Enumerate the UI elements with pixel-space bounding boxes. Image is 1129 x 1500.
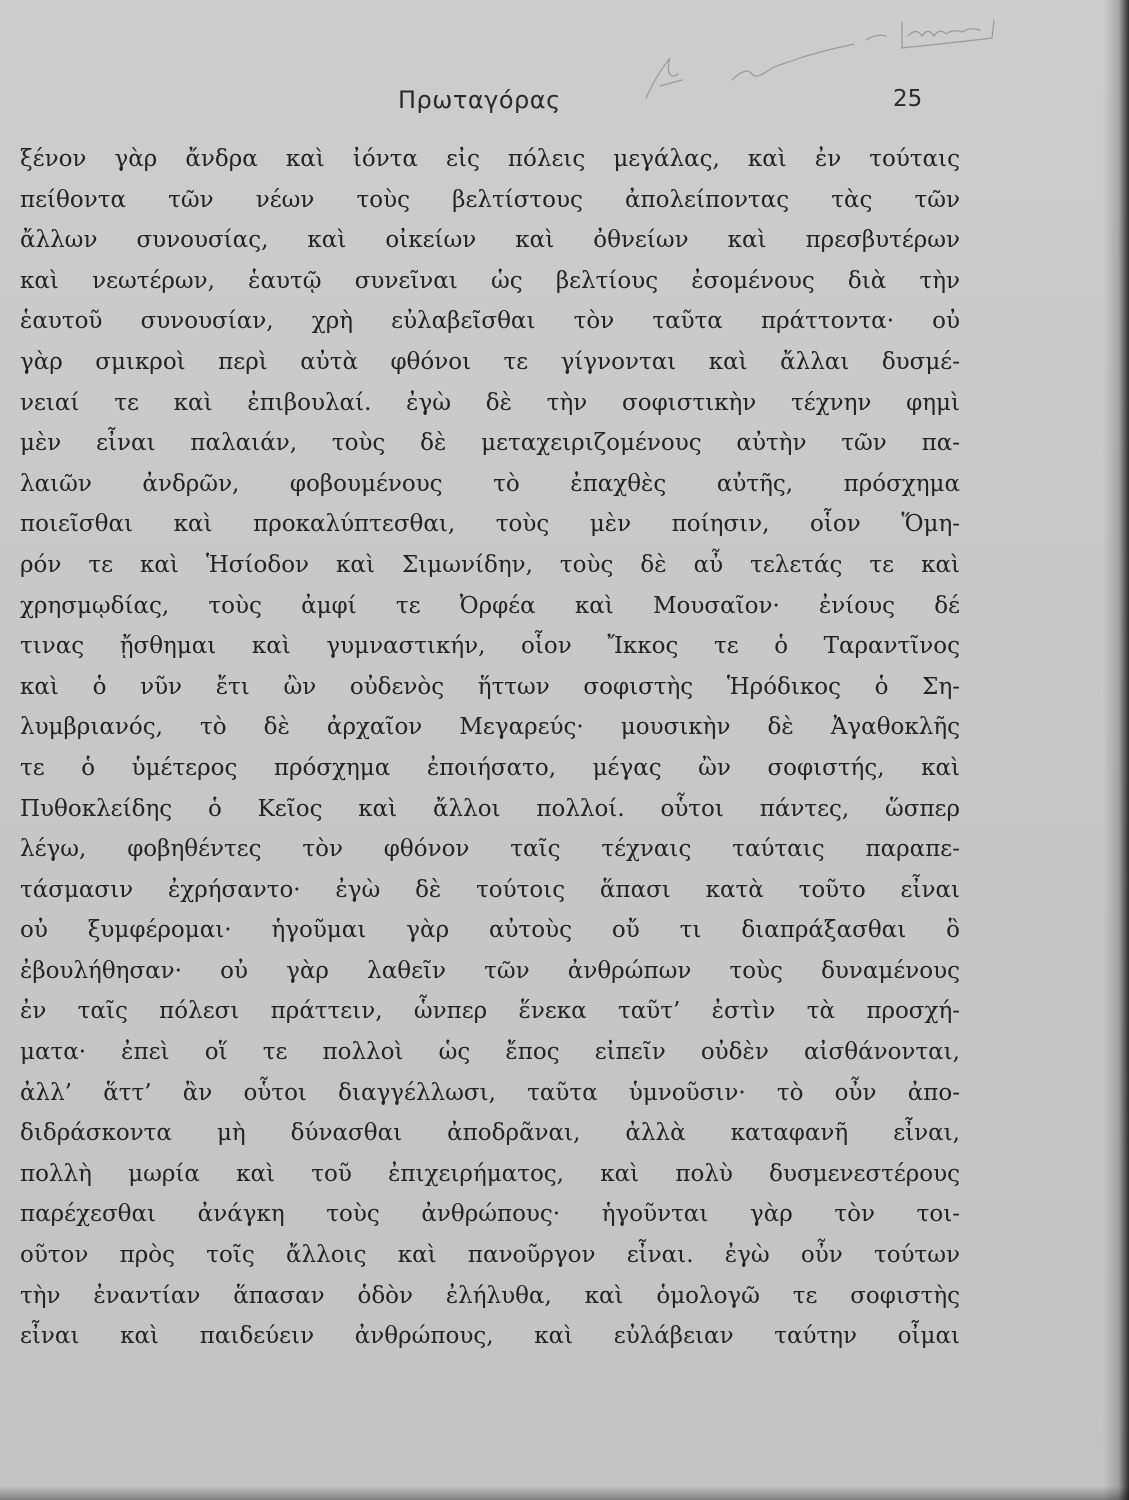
text-line: λαιῶν ἀνδρῶν, φοβουμένους τὸ ἐπαχθὲς αὐτῆς, πρόσχημα bbox=[20, 470, 960, 497]
text-line: τε ὁ ὑμέτερος πρόσχημα ἐποιήσατο, μέγας ὢν σοφιστής, καὶ bbox=[20, 754, 960, 781]
page-number: 25 bbox=[893, 86, 923, 112]
text-line: ἐβουλήθησαν· οὐ γὰρ λαθεῖν τῶν ἀνθρώπων τοὺς δυναμένους bbox=[20, 957, 960, 984]
text-line: λυμβριανός, τὸ δὲ ἀρχαῖον Μεγαρεύς· μουσικὴν δὲ Ἀγαθοκλῆς bbox=[20, 714, 960, 741]
text-line: ρόν τε καὶ Ἡσίοδον καὶ Σιμωνίδην, τοὺς δὲ αὖ τελετάς τε καὶ bbox=[20, 551, 960, 578]
text-line: ἑαυτοῦ συνουσίαν, χρὴ εὐλαβεῖσθαι τὸν ταῦτα πράττοντα· οὐ bbox=[20, 308, 960, 335]
text-line: μὲν εἶναι παλαιάν, τοὺς δὲ μεταχειριζομένους αὐτὴν τῶν πα- bbox=[20, 430, 960, 457]
text-line: παρέχεσθαι ἀνάγκη τοὺς ἀνθρώπους· ἡγοῦνται γὰρ τὸν τοι- bbox=[20, 1201, 960, 1228]
page-bottom-shadow bbox=[0, 1486, 1129, 1500]
text-line: ποιεῖσθαι καὶ προκαλύπτεσθαι, τοὺς μὲν ποίησιν, οἷον Ὅμη- bbox=[20, 511, 960, 538]
text-line: τινας ᾔσθημαι καὶ γυμναστικήν, οἷον Ἴκκος τε ὁ Ταραντῖνος bbox=[20, 633, 960, 660]
text-line: Πυθοκλείδης ὁ Κεῖος καὶ ἄλλοι πολλοί. οὗτοι πάντες, ὥσπερ bbox=[20, 795, 960, 822]
text-line: οῦτον πρὸς τοῖς ἄλλοις καὶ πανοῦργον εἶναι. ἐγὼ οὖν τούτων bbox=[20, 1242, 960, 1269]
text-line: καὶ ὁ νῦν ἔτι ὢν οὐδενὸς ἥττων σοφιστὴς Ἡρόδικος ὁ Ση- bbox=[20, 673, 960, 700]
text-line: τὴν ἐναντίαν ἅπασαν ὁδὸν ἐλήλυθα, καὶ ὁμολογῶ τε σοφιστὴς bbox=[20, 1282, 960, 1309]
text-line: χρησμῳδίας, τοὺς ἀμφί τε Ὀρφέα καὶ Μουσαῖον· ἐνίους δέ bbox=[20, 592, 960, 619]
text-line: πολλὴ μωρία καὶ τοῦ ἐπιχειρήματος, καὶ πολὺ δυσμενεστέρους bbox=[20, 1160, 960, 1187]
text-line: διδράσκοντα μὴ δύνασθαι ἀποδρᾶναι, ἀλλὰ καταφανῆ εἶναι, bbox=[20, 1120, 960, 1147]
pencil-marginalia bbox=[640, 10, 1000, 110]
text-line: οὐ ξυμφέρομαι· ἡγοῦμαι γὰρ αὐτοὺς οὔ τι διαπράξασθαι ὃ bbox=[20, 917, 960, 944]
text-line: ἀλλ’ ἅττ’ ἂν οὗτοι διαγγέλλωσι, ταῦτα ὑμνοῦσιν· τὸ οὖν ἀπο- bbox=[20, 1079, 960, 1106]
text-line: καὶ νεωτέρων, ἑαυτῷ συνεῖναι ὡς βελτίους ἐσομένους διὰ τὴν bbox=[20, 267, 960, 294]
page-edge-shadow bbox=[1103, 0, 1129, 1500]
text-line: νειαί τε καὶ ἐπιβουλαί. ἐγὼ δὲ τὴν σοφιστικὴν τέχνην φημὶ bbox=[20, 389, 960, 416]
text-line: ματα· ἐπεὶ οἵ τε πολλοὶ ὡς ἔπος εἰπεῖν οὐδὲν αἰσθάνονται, bbox=[20, 1039, 960, 1066]
running-title: Πρωταγόρας bbox=[398, 86, 561, 114]
text-line: ἄλλων συνουσίας, καὶ οἰκείων καὶ ὀθνείων καὶ πρεσβυτέρων bbox=[20, 227, 960, 254]
body-text bbox=[20, 139, 960, 1357]
text-line: τάσμασιν ἐχρήσαντο· ἐγὼ δὲ τούτοις ἅπασι κατὰ τοῦτο εἶναι bbox=[20, 876, 960, 903]
text-line: πείθοντα τῶν νέων τοὺς βελτίστους ἀπολείποντας τὰς τῶν bbox=[20, 186, 960, 213]
text-line: λέγω, φοβηθέντες τὸν φθόνον ταῖς τέχναις ταύταις παραπε- bbox=[20, 836, 960, 863]
text-line: ξένον γὰρ ἄνδρα καὶ ἰόντα εἰς πόλεις μεγάλας, καὶ ἐν τούταις bbox=[20, 146, 960, 172]
text-line: ἐν ταῖς πόλεσι πράττειν, ὧνπερ ἕνεκα ταῦτ’ ἐστὶν τὰ προσχή- bbox=[20, 998, 960, 1025]
text-line: γὰρ σμικροὶ περὶ αὐτὰ φθόνοι τε γίγνονται καὶ ἄλλαι δυσμέ- bbox=[20, 348, 960, 375]
text-line: εἶναι καὶ παιδεύειν ἀνθρώπους, καὶ εὐλάβειαν ταύτην οἶμαι bbox=[20, 1323, 960, 1350]
